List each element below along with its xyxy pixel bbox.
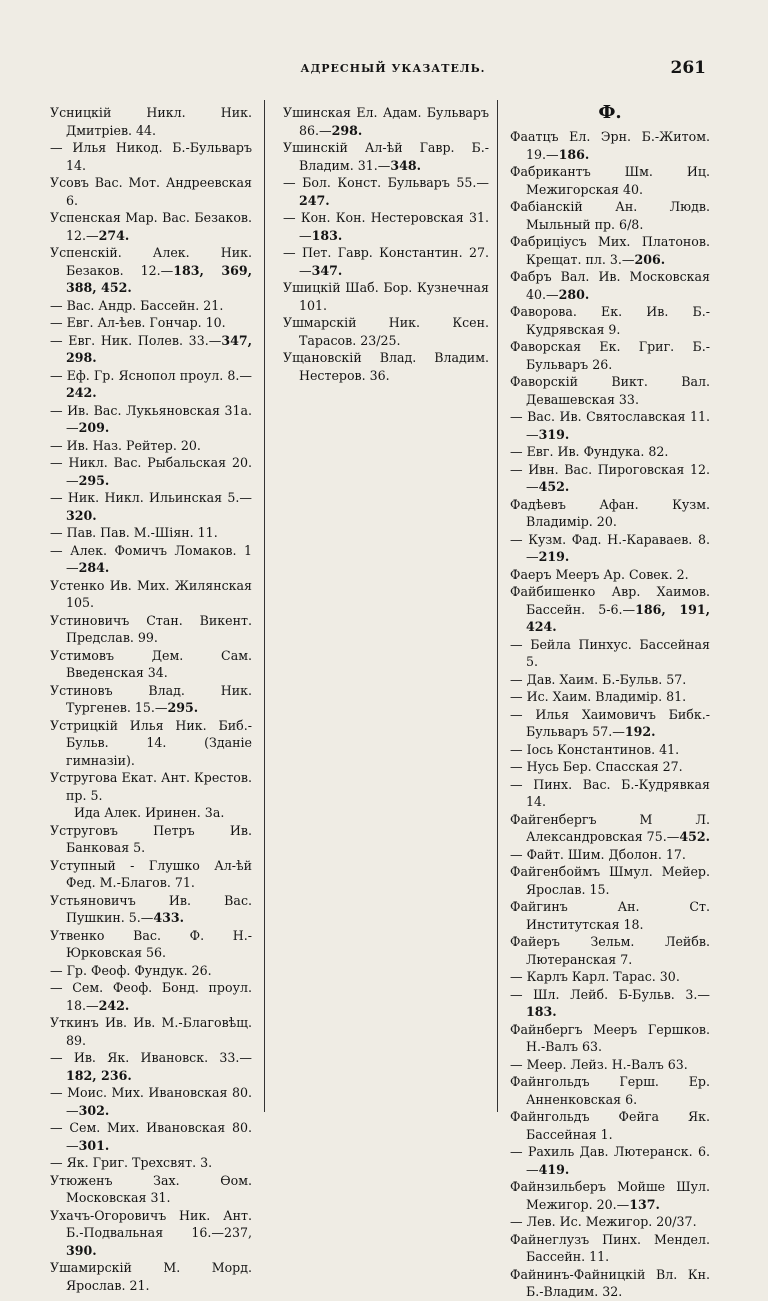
entry-text: Фабръ Вал. Ив. Московская 40.—	[510, 269, 710, 302]
entry-text: Усовъ Вас. Мот. Андреевская 6.	[50, 175, 252, 208]
directory-entry	[510, 496, 710, 531]
directory-entry	[510, 1108, 710, 1143]
entry-text: Уступный - Глушко Ал-ѣй Фед. М.-Благов. 71.	[50, 857, 252, 890]
entry-reference: 320.	[66, 507, 97, 523]
entry-text: Файнзильберъ Мойше Шул. Межигор. 20.—	[510, 1179, 710, 1212]
entry-text: Устрицкій Илья Ник. Биб.-Бульв. 14. (Зданіе гимназіи).	[50, 717, 252, 768]
entry-text: Фаеръ Мееръ Ар. Совек. 2.	[510, 566, 689, 582]
directory-entry	[510, 1143, 710, 1178]
entry-text: — Меер. Лейз. Н.-Валъ 63.	[510, 1056, 688, 1072]
directory-entry	[283, 349, 489, 384]
directory-entry	[50, 314, 252, 332]
entry-text: Файбишенко Авр. Хаимов. Бассейн. 5-6.—	[510, 584, 710, 617]
directory-entry	[510, 373, 710, 408]
column-3	[510, 102, 710, 1301]
directory-entry	[510, 268, 710, 303]
directory-entry	[50, 1119, 252, 1154]
entry-reference: 183.	[526, 1004, 557, 1019]
entry-reference: 274.	[98, 227, 130, 243]
directory-entry	[50, 1084, 252, 1119]
directory-entry	[50, 769, 252, 804]
directory-entry	[510, 408, 710, 443]
directory-entry	[510, 128, 710, 163]
directory-entry	[50, 717, 252, 770]
directory-entry	[510, 1178, 710, 1213]
entry-text: Файеръ Зельм. Лейбв. Лютеранская 7.	[510, 934, 710, 967]
entry-text: Устенко Ив. Мих. Жилянская 105.	[50, 577, 252, 610]
directory-entry	[510, 583, 710, 636]
entry-text: Файнинъ-Файницкій Вл. Кн. Б.-Владим. 32.	[510, 1266, 710, 1299]
entry-text: Утвенко Вас. Ф. Н.-Юрковская 56.	[50, 927, 252, 960]
directory-entry	[50, 367, 252, 402]
entry-text: — Кон. Кон. Нестеровская 31.—	[283, 210, 489, 243]
entry-reference: 390.	[66, 1242, 97, 1258]
entry-text: Устиновичъ Стан. Викент. Предслав. 99.	[50, 612, 252, 645]
entry-reference: 247.	[299, 192, 330, 208]
directory-entry	[50, 542, 252, 577]
directory-entry	[50, 979, 252, 1014]
directory-entry	[50, 297, 252, 315]
entry-text: — Дав. Хаим. Б.-Бульв. 57.	[510, 671, 687, 687]
column-divider	[497, 100, 498, 1112]
entry-reference: 433.	[153, 910, 185, 925]
column-1	[50, 104, 252, 1294]
entry-reference: 209.	[78, 420, 110, 435]
entry-text: — Евг. Ал-ѣев. Гончар. 10.	[50, 315, 226, 330]
directory-entry	[50, 822, 252, 857]
directory-entry	[50, 804, 252, 822]
directory-entry	[510, 198, 710, 233]
directory-entry	[283, 314, 489, 349]
directory-entry	[50, 244, 252, 297]
directory-entry	[50, 209, 252, 244]
directory-entry	[50, 1207, 252, 1260]
directory-entry	[510, 233, 710, 268]
directory-entry	[283, 104, 489, 139]
entry-text: — Ив. Наз. Рейтер. 20.	[50, 437, 201, 453]
entry-text: Ушамирскій М. Морд. Ярослав. 21.	[50, 1260, 252, 1293]
directory-entry	[510, 163, 710, 198]
entry-text: Файнгольдъ Фейга Як. Бассейная 1.	[510, 1109, 710, 1142]
entry-text: Файгенбоймъ Шмул. Мейер. Ярослав. 15.	[510, 864, 710, 897]
entry-text: — Гр. Феоф. Фундук. 26.	[50, 962, 212, 978]
entry-reference: 182, 236.	[66, 1067, 132, 1083]
entry-reference: 242.	[66, 385, 97, 400]
column-2	[283, 104, 489, 384]
entry-reference: 206.	[634, 251, 666, 267]
directory-entry	[510, 671, 710, 689]
entry-text: — Лев. Ис. Межигор. 20/37.	[510, 1214, 697, 1229]
entry-text: Фабриціусъ Мих. Платонов. Крещат. пл. 3.—	[510, 234, 710, 267]
entry-text: Успенскій. Алек. Ник. Безаков. 12.—	[50, 245, 252, 278]
directory-entry	[50, 174, 252, 209]
entry-text: Фаатцъ Ел. Эрн. Б.-Житом. 19.—	[510, 129, 710, 162]
entry-text: — Файт. Шим. Дболон. 17.	[510, 846, 686, 862]
directory-entry	[283, 139, 489, 174]
entry-reference: 319.	[538, 426, 570, 442]
directory-entry	[283, 174, 489, 209]
directory-entry	[50, 402, 252, 437]
directory-entry	[510, 1056, 710, 1074]
entry-reference: 298.	[331, 122, 363, 138]
directory-entry	[283, 244, 489, 279]
directory-entry	[283, 209, 489, 244]
directory-entry	[510, 1073, 710, 1108]
entry-text: Уткинъ Ив. Ив. М.-Благовѣщ. 89.	[50, 1015, 252, 1048]
entry-reference: 295.	[78, 472, 110, 488]
entry-text: Фаворскій Викт. Вал. Девашевская 33.	[510, 374, 710, 407]
entry-text: — Илья Хаимовичъ Бибк.-Бульваръ 57.—	[510, 706, 710, 739]
directory-entry	[50, 1049, 252, 1084]
entry-text: Фабіанскій Ан. Людв. Мыльный пр. 6/8.	[510, 199, 710, 232]
directory-entry	[510, 776, 710, 811]
entry-reference: 192.	[624, 724, 656, 739]
directory-entry	[50, 927, 252, 962]
directory-entry	[510, 706, 710, 741]
entry-text: Успенская Мар. Вас. Безаков. 12.—	[50, 210, 252, 243]
entry-text: Ухачъ-Огоровичъ Ник. Ант. Б.-Подвальная 16.—237,	[50, 1207, 252, 1240]
entry-text: — Шл. Лейб. Б-Бульв. 3.—	[510, 986, 710, 1002]
directory-entry	[283, 279, 489, 314]
entry-text: Файнеглузъ Пинх. Мендел. Бассейн. 11.	[510, 1231, 710, 1264]
entry-text: — Моис. Мих. Ивановская 80.—	[50, 1085, 252, 1118]
entry-reference: 452.	[538, 479, 570, 494]
directory-entry	[510, 303, 710, 338]
directory-entry	[510, 1231, 710, 1266]
directory-entry	[510, 461, 710, 496]
entry-text: — Ив. Як. Ивановск. 33.—	[50, 1050, 252, 1065]
directory-entry	[510, 566, 710, 584]
directory-entry	[510, 846, 710, 864]
section-letter: Ф.	[598, 102, 622, 123]
entry-text: Фадѣевъ Афан. Кузм. Владимір. 20.	[510, 496, 710, 529]
entry-text: — Ис. Хаим. Владимір. 81.	[510, 689, 687, 704]
directory-entry	[50, 139, 252, 174]
entry-text: Ида Алек. Иринен. 3а.	[74, 805, 225, 820]
directory-entry	[50, 1259, 252, 1294]
entry-text: Устругова Екат. Ант. Крестов. пр. 5.	[50, 770, 252, 803]
entry-reference: 242.	[98, 997, 130, 1013]
directory-entry	[50, 962, 252, 980]
entry-text: Файнбергъ Мееръ Гершков. Н.-Валъ 63.	[510, 1021, 710, 1054]
directory-entry	[510, 443, 710, 461]
entry-text: — Пинх. Вас. Б.-Кудрявкая 14.	[510, 776, 710, 809]
entry-reference: 280.	[558, 286, 590, 302]
entry-reference: 186, 191, 424.	[526, 601, 711, 634]
entry-text: — Як. Григ. Трехсвят. 3.	[50, 1155, 213, 1170]
directory-entry	[50, 857, 252, 892]
entry-text: — Пав. Пав. М.-Шіян. 11.	[50, 525, 218, 540]
running-title: АДРЕСНЫЙ УКАЗАТЕЛЬ.	[300, 62, 486, 75]
entry-text: — Вас. Ив. Святославская 11.—	[510, 409, 710, 442]
entry-text: — Илья Никод. Б.-Бульваръ 14.	[50, 140, 252, 173]
entry-text: Ушинская Ел. Адам. Бульваръ 86.—	[283, 105, 489, 138]
entry-text: Файгинъ Ан. Ст. Институтская 18.	[510, 899, 710, 932]
entry-reference: 452.	[679, 829, 710, 844]
entry-text: Ушицкій Шаб. Бор. Кузнечная 101.	[283, 280, 489, 313]
entry-text: — Сем. Мих. Ивановская 80.—	[50, 1120, 252, 1153]
entry-text: Утюженъ Зах. Ѳом. Московская 31.	[50, 1172, 252, 1205]
column-divider	[264, 100, 265, 1112]
entry-text: — Пет. Гавр. Константин. 27.—	[283, 245, 489, 278]
entry-text: — Ник. Никл. Ильинская 5.—	[50, 490, 252, 505]
directory-entry	[50, 577, 252, 612]
directory-entry	[50, 1014, 252, 1049]
entry-text: — Ив. Вас. Лукьяновская 31а.—	[50, 402, 252, 435]
entry-text: Устьяновичъ Ив. Вас. Пушкин. 5.—	[50, 892, 252, 925]
entry-text: — Кузм. Фад. Н.-Караваев. 8.—	[510, 531, 710, 564]
entry-reference: 137.	[629, 1196, 660, 1212]
entry-reference: 219.	[538, 549, 570, 564]
entry-text: — Евг. Ник. Полев. 33.—	[50, 332, 222, 348]
directory-entry	[50, 437, 252, 455]
entry-text: Фаворова. Ек. Ив. Б.-Кудрявская 9.	[510, 304, 710, 337]
entry-reference: 183.	[311, 227, 343, 243]
entry-reference: 419.	[538, 1161, 570, 1177]
entry-text: Ушинскій Ал-ѣй Гавр. Б.-Владим. 31.—	[283, 140, 489, 173]
entry-text: — Вас. Андр. Бассейн. 21.	[50, 297, 224, 313]
directory-entry	[510, 531, 710, 566]
directory-entry	[50, 524, 252, 542]
entry-reference: 186.	[558, 146, 590, 162]
entry-text: — Сем. Феоф. Бонд. проул. 18.—	[50, 980, 252, 1013]
directory-entry	[510, 986, 710, 1021]
entry-text: — Еф. Гр. Яснопол проул. 8.—	[50, 367, 252, 383]
directory-entry	[50, 682, 252, 717]
entry-text: — Карлъ Карл. Тарас. 30.	[510, 969, 680, 984]
entry-text: Устимовъ Дем. Сам. Введенская 34.	[50, 647, 252, 680]
entry-reference: 347.	[311, 262, 343, 278]
entry-reference: 295.	[167, 700, 199, 715]
entry-text: — Іось Константинов. 41.	[510, 741, 680, 757]
entry-text: — Нусь Бер. Спасская 27.	[510, 759, 683, 774]
directory-entry	[50, 1154, 252, 1172]
entry-text: Фабрикантъ Шм. Иц. Межигорская 40.	[510, 164, 710, 197]
entry-text: Уструговъ Петръ Ив. Банковая 5.	[50, 822, 252, 855]
directory-entry	[50, 332, 252, 367]
entry-text: — Никл. Вас. Рыбальская 20.—	[50, 455, 252, 488]
directory-entry	[50, 489, 252, 524]
entry-text: — Бейла Пинхус. Бассейная 5.	[510, 636, 710, 669]
entry-reference: 302.	[78, 1102, 110, 1118]
directory-entry	[50, 104, 252, 139]
entry-text: — Ивн. Вас. Пироговская 12.—	[510, 461, 710, 494]
entry-text: Файгенбергъ М Л. Александровская 75.—	[510, 811, 710, 844]
directory-entry	[50, 612, 252, 647]
entry-text: Ушмарскій Ник. Ксен. Тарасов. 23/25.	[283, 315, 489, 348]
directory-entry	[50, 647, 252, 682]
directory-entry	[510, 1213, 710, 1231]
directory-entry	[510, 758, 710, 776]
directory-entry	[510, 1266, 710, 1301]
directory-entry	[510, 811, 710, 846]
directory-entry	[510, 688, 710, 706]
entry-text: Усницкій Никл. Ник. Дмитріев. 44.	[50, 105, 252, 138]
entry-text: Устиновъ Влад. Ник. Тургенев. 15.—	[50, 682, 252, 715]
directory-entry	[510, 636, 710, 671]
entry-text: Ущановскій Влад. Владим. Нестеров. 36.	[283, 350, 489, 383]
entry-text: — Рахиль Дав. Лютеранск. 6.—	[510, 1144, 710, 1177]
entry-reference: 284.	[78, 560, 110, 575]
entry-text: Фаворская Ек. Григ. Б.-Бульваръ 26.	[510, 339, 710, 372]
directory-entry	[510, 968, 710, 986]
directory-entry	[510, 898, 710, 933]
entry-text: Файнгольдъ Герш. Ер. Анненковская 6.	[510, 1074, 710, 1107]
entry-text: — Алек. Фомичъ Ломаков. 1 —	[50, 542, 252, 575]
directory-entry	[50, 1172, 252, 1207]
entry-reference: 348.	[390, 157, 422, 173]
directory-entry	[510, 863, 710, 898]
directory-entry	[510, 1021, 710, 1056]
entry-reference: 301.	[78, 1137, 110, 1153]
page-number: 261	[670, 58, 706, 78]
directory-entry	[510, 338, 710, 373]
directory-entry	[50, 892, 252, 927]
entry-reference: 347, 298.	[66, 332, 252, 365]
entry-text: — Евг. Ив. Фундука. 82.	[510, 444, 669, 459]
directory-entry	[510, 933, 710, 968]
directory-entry	[50, 454, 252, 489]
entry-reference: 183, 369, 388, 452.	[66, 262, 252, 295]
entry-text: — Бол. Конст. Бульваръ 55.—	[283, 175, 489, 190]
directory-entry	[510, 741, 710, 759]
